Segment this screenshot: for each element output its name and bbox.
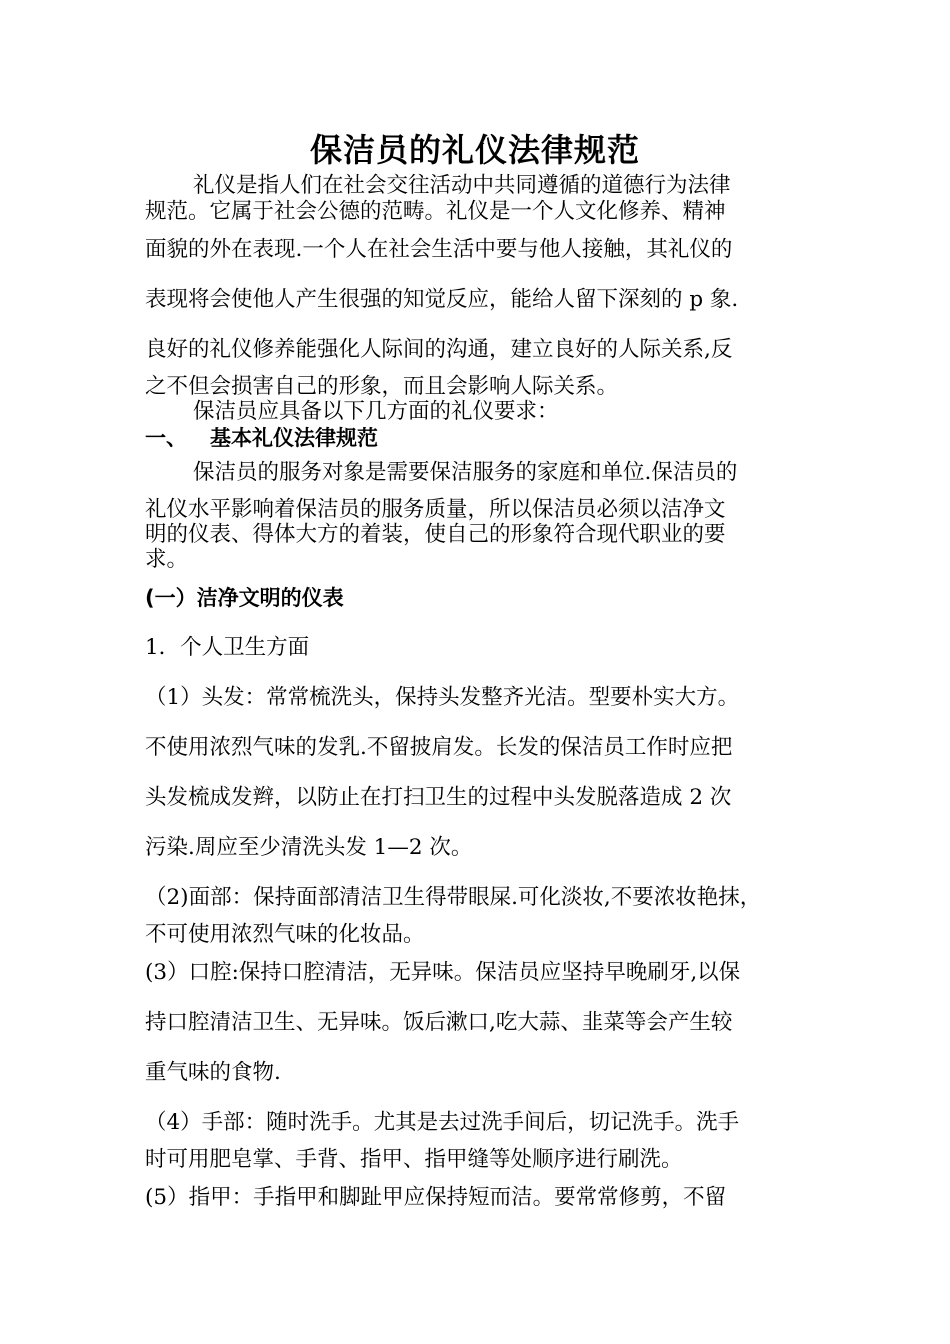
paragraph-line: 不可使用浓烈气味的化妆品。 xyxy=(145,922,425,947)
paragraph-line: （1）头发：常常梳洗头，保持头发整齐光洁。型要朴实大方。 xyxy=(145,685,740,710)
document-title: 保洁员的礼仪法律规范 xyxy=(309,131,640,169)
section-number: 一、 xyxy=(145,426,187,450)
paragraph-line: 时可用肥皂掌、手背、指甲、指甲缝等处顺序进行刷洗。 xyxy=(145,1147,683,1172)
paragraph-line: 污染.周应至少清洗头发 1—2 次。 xyxy=(145,835,473,860)
item-heading: 1．个人卫生方面 xyxy=(145,635,310,660)
section-body-line: 礼仪水平影响着保洁员的服务质量，所以保洁员必须以洁净文 xyxy=(145,497,726,522)
paragraph-line: (3）口腔:保持口腔清洁，无异味。保洁员应坚持早晚刷牙,以保 xyxy=(145,960,741,985)
section-title: 基本礼仪法律规范 xyxy=(210,426,378,450)
section-body-line: 求。 xyxy=(145,547,189,572)
paragraph-line: 重气味的食物. xyxy=(145,1060,281,1085)
paragraph-line: 不使用浓烈气味的发乳.不留披肩发。长发的保洁员工作时应把 xyxy=(145,735,733,760)
paragraph-line: (5）指甲：手指甲和脚趾甲应保持短而洁。要常常修剪，不留 xyxy=(145,1185,727,1210)
paragraph-line: 头发梳成发辫，以防止在打扫卫生的过程中头发脱落造成 2 次 xyxy=(145,785,732,810)
intro-line: 面貌的外在表现.一个人在社会生活中要与他人接触，其礼仪的 xyxy=(145,237,733,262)
intro-line: 良好的礼仪修养能强化人际间的沟通，建立良好的人际关系,反 xyxy=(145,337,733,362)
intro-line: 保洁员应具备以下几方面的礼仪要求： xyxy=(193,399,559,424)
section-body-line: 保洁员的服务对象是需要保洁服务的家庭和单位.保洁员的 xyxy=(193,460,738,485)
paragraph-line: （2)面部：保持面部清洁卫生得带眼屎.可化淡妆,不要浓妆艳抹， xyxy=(145,885,762,910)
intro-line: 表现将会使他人产生很强的知觉反应，能给人留下深刻的 p 象. xyxy=(145,287,739,312)
subsection-heading: (一）洁净文明的仪表 xyxy=(145,586,344,610)
intro-line: 规范。它属于社会公德的范畴。礼仪是一个人文化修养、精神 xyxy=(145,199,726,224)
paragraph-line: 持口腔清洁卫生、无异味。饭后漱口,吃大蒜、韭菜等会产生较 xyxy=(145,1010,733,1035)
intro-line: 礼仪是指人们在社会交往活动中共同遵循的道德行为法律 xyxy=(193,173,731,198)
section-body-line: 明的仪表、得体大方的着装，使自己的形象符合现代职业的要 xyxy=(145,522,726,547)
paragraph-line: （4）手部：随时洗手。尤其是去过洗手间后，切记洗手。洗手 xyxy=(145,1110,740,1135)
intro-line: 之不但会损害自己的形象，而且会影响人际关系。 xyxy=(145,374,619,399)
